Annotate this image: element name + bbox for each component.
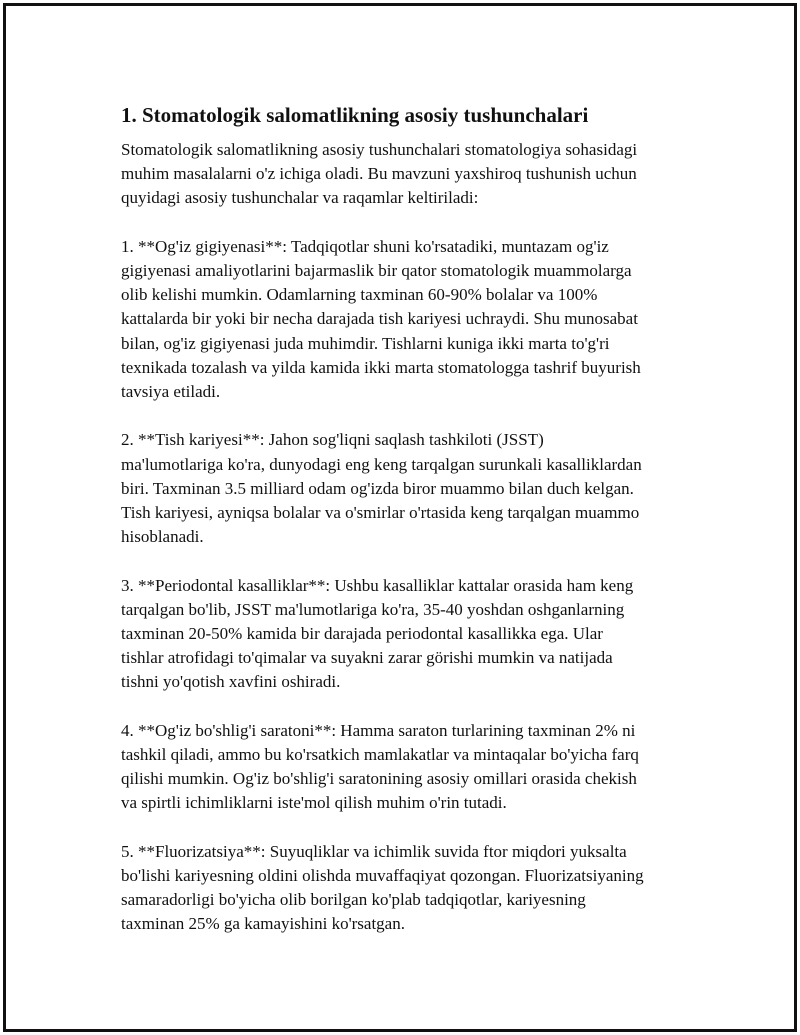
fluoridation-paragraph: 5. **Fluorizatsiya**: Suyuqliklar va ichimlik suvida ftor miqdori yuksalta bo'lishi kariyesning oldini olishda muvaffaqiyat qozongan. Fluorizatsiyaning samaradorligi bo'yicha olib borilgan ko'plab tadqiqotlar, kariyesning taxminan 25% ga kamayishini ko'rsatgan. [121,841,644,934]
page-frame [3,3,797,1032]
page-title: 1. Stomatologik salomatlikning asosiy tushunchalari [121,103,589,127]
intro-paragraph: Stomatologik salomatlikning asosiy tushunchalari stomatologiya sohasidagi muhim masalalarni o'z ichiga oladi. Bu mavzuni yaxshiroq tushunish uchun quyidagi asosiy tushunchalar va raqamlar keltiriladi: [121,140,638,208]
document-body [121,102,696,961]
periodontal-diseases-paragraph: 3. **Periodontal kasalliklar**: Ushbu kasalliklar kattalar orasida ham keng tarqalgan bo'lib, JSST ma'lumotlariga ko'ra, 35-40 yoshdan oshganlarning taxminan 20-50% kamida bir darajada periodontal kasallikka ega. Ular tishlar atrofidagi to'qimalar va suyakni zarar görishi mumkin va natijada tishni yo'qotish xavfini oshiradi. [121,575,634,692]
tooth-caries-paragraph: 2. **Tish kariyesi**: Jahon sog'liqni saqlash tashkiloti (JSST) ma'lumotlariga ko'ra, dunyodagi eng keng tarqalgan surunkali kasalliklardan biri. Taxminan 3.5 milliard odam og'izda biror muammo bilan duch kelgan. Tish kariyesi, ayniqsa bolalar va o'smirlar o'rtasida keng tarqalgan muammo hisoblanadi. [121,430,642,547]
oral-cancer-paragraph: 4. **Og'iz bo'shlig'i saratoni**: Hamma saraton turlarining taxminan 2% ni tashkil qiladi, ammo bu ko'rsatkich mamlakatlar va mintaqalar bo'yicha farq qilishi mumkin. Og'iz bo'shlig'i saratonining asosiy omillari orasida chekish va spirtli ichimliklarni iste'mol qilish muhim o'rin tutadi. [121,720,639,813]
oral-hygiene-paragraph: 1. **Og'iz gigiyenasi**: Tadqiqotlar shuni ko'rsatadiki, muntazam og'iz gigiyenasi amaliyotlarini bajarmaslik bir qator stomatologik muammolarga olib kelishi mumkin. Odamlarning taxminan 60-90% bolalar va 100% kattalarda bir yoki bir necha darajada tish kariyesi uchraydi. Shu munosabat bilan, og'iz gigiyenasi juda muhimdir. Tishlarni kuniga ikki marta to'g'ri texnikada tozalash va yilda kamida ikki marta stomatologga tashrif buyurish tavsiya etiladi. [121,236,641,402]
